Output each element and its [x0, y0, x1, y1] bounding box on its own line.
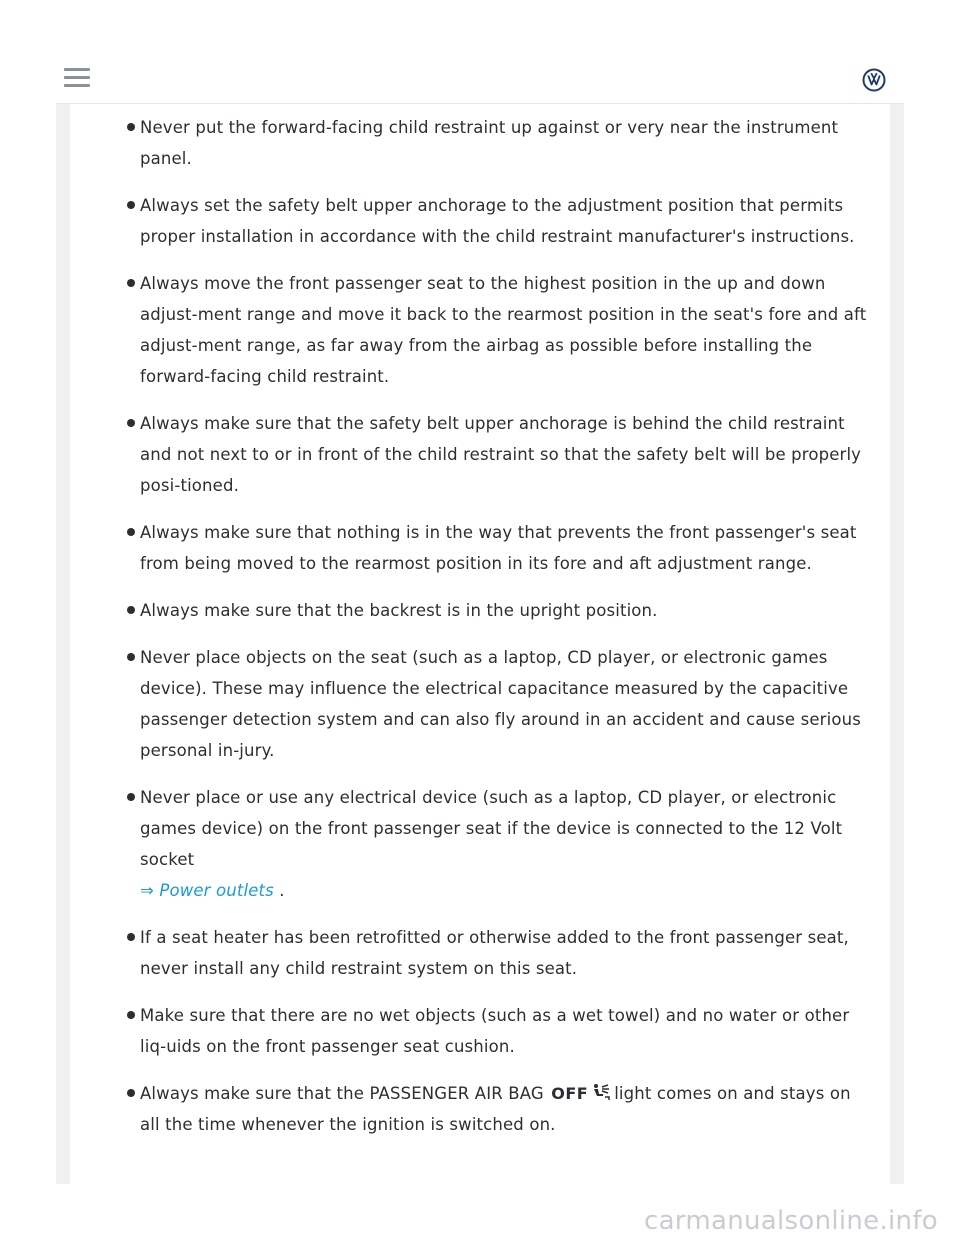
list-item: Never place objects on the seat (such as a laptop, CD player, or electronic games device). These may influence the electrical capacitance measured by the capacitive passenger detection system and can also fly around in an accident and cause serious personal in-jury. — [70, 642, 890, 766]
top-bar — [0, 0, 960, 104]
list-item: Always make sure that the safety belt upper anchorage is behind the child restraint and not next to or in front of the child restraint so that the safety belt will be properly posi-tioned. — [70, 408, 890, 501]
list-item: Always make sure that the backrest is in the upright position. — [70, 595, 890, 626]
passenger-airbag-icon — [592, 1083, 610, 1101]
power-outlets-link[interactable]: ⇒ Power outlets — [140, 881, 274, 900]
list-item: Never place or use any electrical device (such as a laptop, CD player, or electronic games device) on the front passenger seat if the device is connected to the 12 Volt socket ⇒ Power outlets . — [70, 782, 890, 906]
bullet-icon — [127, 528, 135, 536]
left-gutter — [56, 104, 70, 1184]
list-item: Always set the safety belt upper anchorage to the adjustment position that permits proper installation in accordance with the child restraint manufacturer's instructions. — [70, 190, 890, 252]
hamburger-menu-icon[interactable] — [64, 68, 90, 90]
right-gutter — [890, 104, 904, 1184]
bullet-icon — [127, 279, 135, 287]
list-item: Make sure that there are no wet objects (such as a wet towel) and no water or other liq-uids on the front passenger seat cushion. — [70, 1000, 890, 1062]
list-item: Always make sure that the PASSENGER AIR BAG OFF light comes on and stays on all the time whenever the ignition is switched on. — [70, 1078, 890, 1140]
bullet-icon — [127, 793, 135, 801]
list-item: Always move the front passenger seat to the highest position in the up and down adjust-ment range and move it back to the rearmost position in the seat's fore and aft adjust-ment range, as far away from the airbag as possible before installing the forward-facing child restraint. — [70, 268, 890, 392]
bullet-icon — [127, 201, 135, 209]
warning-list — [70, 112, 890, 1156]
airbag-off-badge: OFF — [551, 1084, 589, 1103]
bullet-icon — [127, 653, 135, 661]
list-item: If a seat heater has been retrofitted or otherwise added to the front passenger seat, never install any child restraint system on this seat. — [70, 922, 890, 984]
bullet-icon — [127, 419, 135, 427]
vw-logo-icon[interactable] — [862, 68, 886, 92]
bullet-icon — [127, 606, 135, 614]
list-item: Always make sure that nothing is in the way that prevents the front passenger's seat from being moved to the rearmost position in its fore and aft adjustment range. — [70, 517, 890, 579]
bullet-icon — [127, 1011, 135, 1019]
list-item: Never put the forward-facing child restraint up against or very near the instrument panel. — [70, 112, 890, 174]
bullet-icon — [127, 123, 135, 131]
bullet-icon — [127, 933, 135, 941]
watermark: carmanualsonline.info — [643, 1206, 938, 1236]
bullet-icon — [127, 1089, 135, 1097]
manual-content — [70, 104, 890, 1184]
